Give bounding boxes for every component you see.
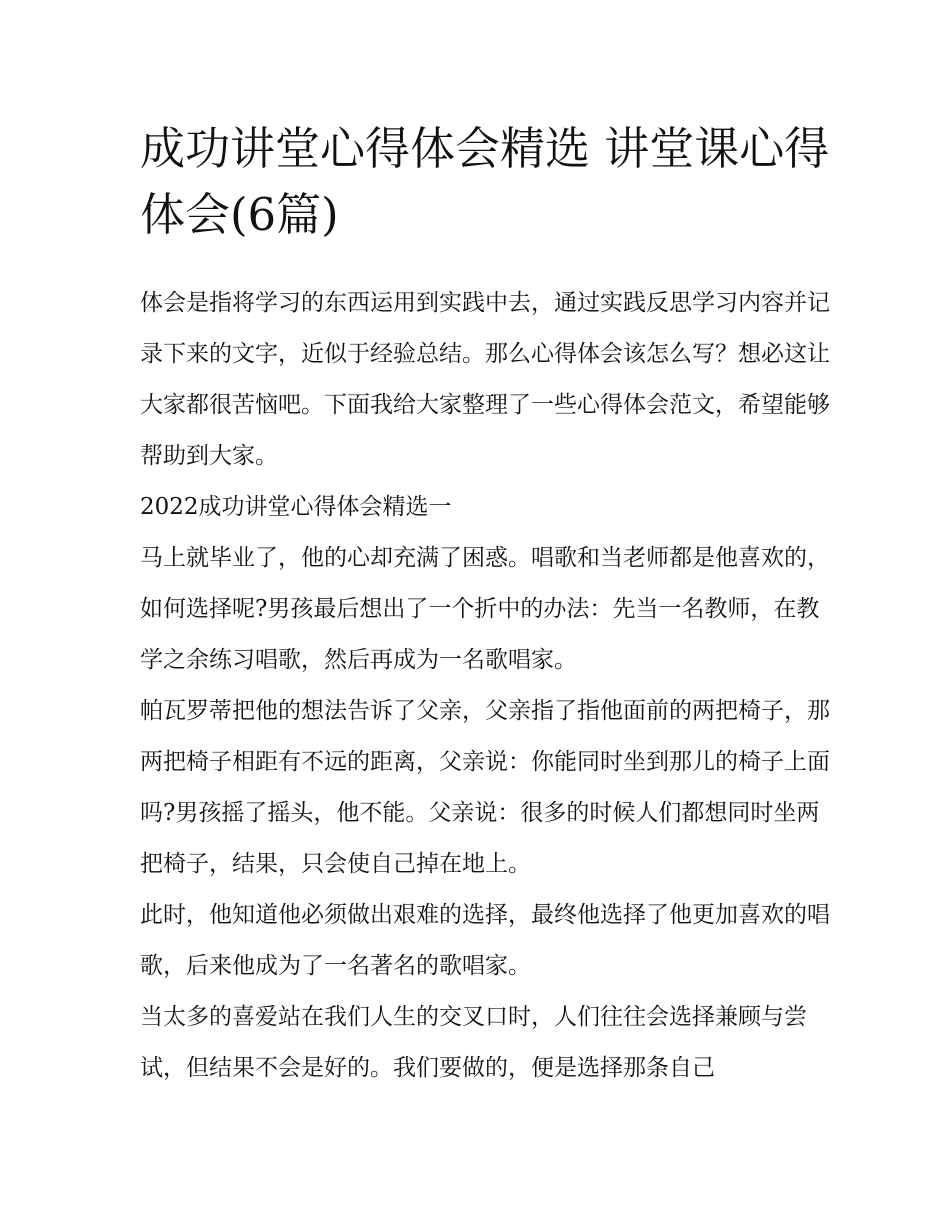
- body-paragraph-1: 马上就毕业了，他的心却充满了困惑。唱歌和当老师都是他喜欢的，如何选择呢?男孩最后想出了一个折中的办法：先当一名教师，在教学之余练习唱歌，然后再成为一名歌唱家。: [140, 545, 830, 673]
- document-body: [140, 278, 830, 1094]
- body-paragraph-3: 此时，他知道他必须做出艰难的选择，最终他选择了他更加喜欢的唱歌，后来他成为了一名著名的歌唱家。: [140, 902, 830, 979]
- body-paragraph-2: 帕瓦罗蒂把他的想法告诉了父亲，父亲指了指他面前的两把椅子，那两把椅子相距有不远的距离，父亲说：你能同时坐到那儿的椅子上面吗?男孩摇了摇头，他不能。父亲说：很多的时候人们都想同时坐两把椅子，结果，只会使自己掉在地上。: [140, 698, 830, 877]
- body-paragraph-4: 当太多的喜爱站在我们人生的交叉口时，人们往往会选择兼顾与尝试，但结果不会是好的。我们要做的，便是选择那条自己: [140, 1004, 807, 1081]
- document-title: 成功讲堂心得体会精选 讲堂课心得体会(6篇): [140, 122, 830, 241]
- intro-paragraph: 体会是指将学习的东西运用到实践中去，通过实践反思学习内容并记录下来的文字，近似于经验总结。那么心得体会该怎么写？想必这让大家都很苦恼吧。下面我给大家整理了一些心得体会范文，希望能够帮助到大家。: [140, 290, 830, 469]
- section-heading: 2022成功讲堂心得体会精选一: [140, 494, 452, 520]
